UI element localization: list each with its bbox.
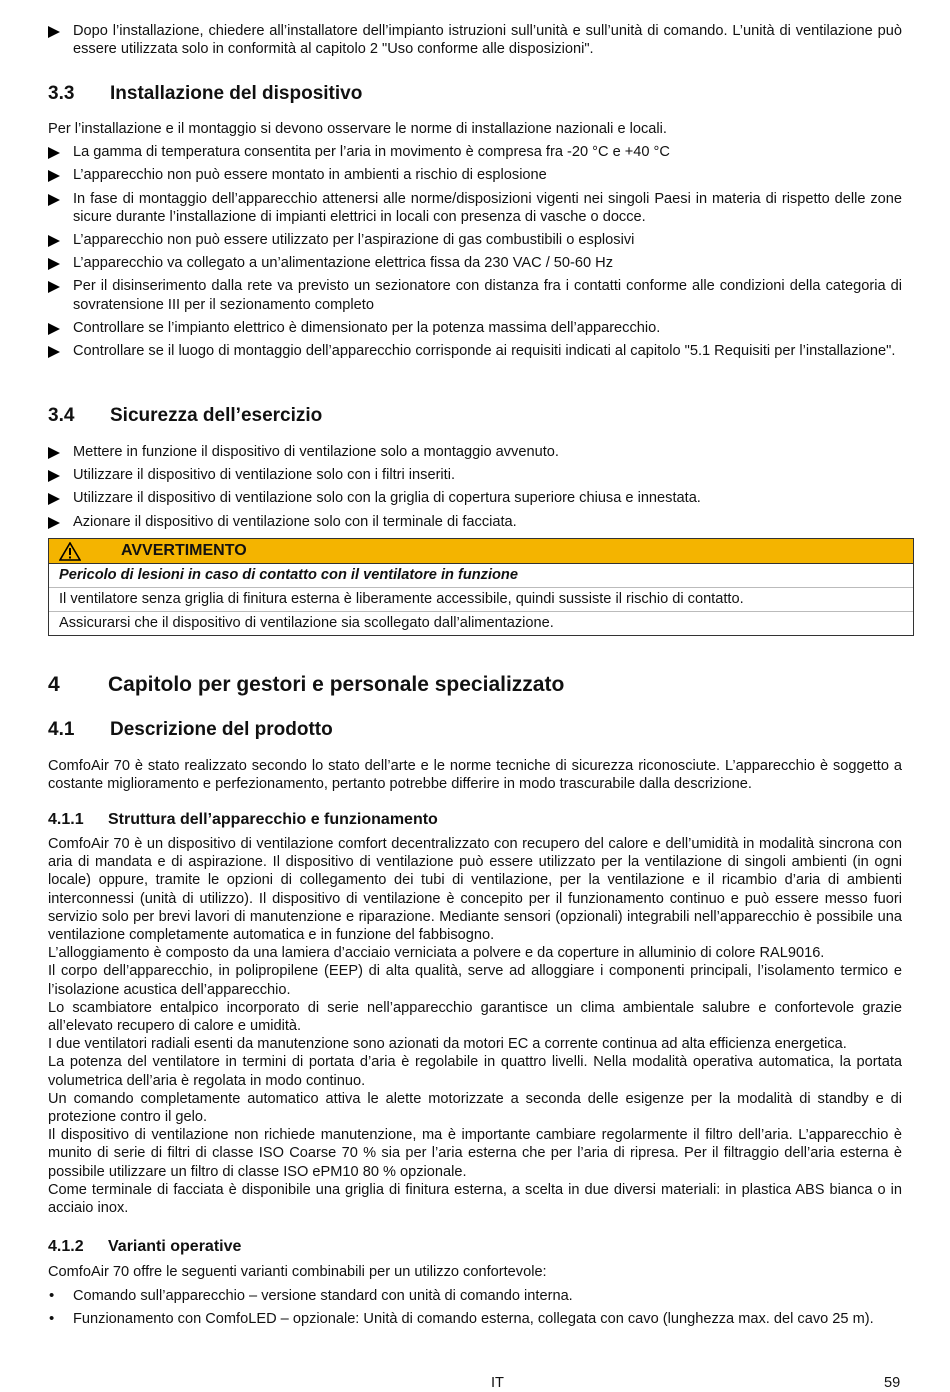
list-item: Azionare il dispositivo di ventilazione solo con il terminale di facciata. [48, 513, 902, 531]
list-item: L’apparecchio non può essere utilizzato per l’aspirazione di gas combustibili o esplosivi [48, 231, 902, 249]
section-intro: Per l’installazione e il montaggio si devono osservare le norme di installazione nazionali e locali. [48, 121, 667, 137]
warning-title: AVVERTIMENTO [121, 541, 247, 559]
warning-triangle-icon [49, 542, 91, 561]
list-item: Mettere in funzione il dispositivo di ventilazione solo a montaggio avvenuto. [48, 443, 902, 461]
arrow-bullet-icon [48, 346, 60, 358]
paragraph: L’alloggiamento è composto da una lamiera d’acciaio verniciata a polvere e da coperture in alluminio di colore RAL9016. [48, 945, 825, 962]
section-heading-3-4: 3.4 Sicurezza dell’esercizio [48, 405, 323, 426]
list-item: In fase di montaggio dell’apparecchio attenersi alle norme/disposizioni vigenti nei singoli Paesi in materia di rispetto delle zone sicure durante l’installazione di impianti elettrici in locali con presenza di vasche o docce. [48, 190, 902, 226]
arrow-bullet-icon [48, 281, 60, 293]
page-number: 59 [884, 1375, 901, 1391]
arrow-bullet-icon [48, 447, 60, 459]
arrow-bullet-icon [48, 194, 60, 206]
section-heading-4-1-2: 4.1.2 Varianti operative [48, 1238, 242, 1255]
footer-language: IT [491, 1375, 504, 1391]
paragraph: Il dispositivo di ventilazione non richiede manutenzione, ma è importante cambiare regolarmente il filtro dell’aria. L’apparecchio è munito di serie di filtri di classe ISO Coarse 70 % sia per l’aria esterna che per l’aria di ripresa. Per il filtraggio dell’aria esterna è possibile utilizzare un filtro di classe ISO ePM10 80 % opzionale. [48, 1127, 902, 1180]
warning-box [48, 538, 914, 636]
warning-header [49, 539, 913, 564]
bullet-dot-icon: • [49, 1287, 55, 1305]
list-item: Controllare se l’impianto elettrico è dimensionato per la potenza massima dell’apparecchio. [48, 319, 902, 337]
paragraph: ComfoAir 70 è stato realizzato secondo lo stato dell’arte e le norme tecniche di sicurezza riconosciute. L’apparecchio è soggetto a costante miglioramento e perfezionamento, pertanto potrebbe differire in modo trascurabile dalla descrizione. [48, 758, 902, 793]
paragraph: ComfoAir 70 è un dispositivo di ventilazione comfort decentralizzato con recupero del calore e dell’umidità in modalità sincrona con aria di mandata e di aspirazione. Il dispositivo di ventilazione può essere utilizzato per la ventilazione di singoli ambienti (in ogni locale) oppure, tramite le opzioni di collegamento dei tubi di ventilazione, per la ventilazione e il ricambio d’aria di ambienti interconnessi (unità di utilizzo). Il dispositivo di ventilazione è concepito per il funzionamento continuo e può essere messo fuori servizio solo per brevi lavori di manutenzione e riparazione. Mediante sensori (opzionali) integrabili nell’apparecchio è possibile una ventilazione completamente automatica e in funzione del fabbisogno. [48, 836, 902, 944]
arrow-bullet-icon [48, 517, 60, 529]
paragraph: Come terminale di facciata è disponibile una griglia di finitura esterna, a scelta in due diversi materiali: in plastica ABS bianca o in acciaio inox. [48, 1181, 902, 1217]
arrow-bullet-icon [48, 147, 60, 159]
list-item: Per il disinserimento dalla rete va previsto un sezionatore con distanza fra i contatti conforme alle condizioni della categoria di sovratensione III per il sezionamento completo [48, 277, 902, 313]
list-item: Dopo l’installazione, chiedere all’installatore dell’impianto istruzioni sull’unità e sull’unità di comando. L’unità di ventilazione può essere utilizzata solo in conformità al capitolo 2 "Uso conforme alle disposizioni". [48, 22, 902, 58]
list-item: Utilizzare il dispositivo di ventilazione solo con i filtri inseriti. [48, 466, 902, 484]
list-item: Utilizzare il dispositivo di ventilazione solo con la griglia di copertura superiore chiusa e innestata. [48, 489, 902, 507]
arrow-bullet-icon [48, 170, 60, 182]
list-item: Controllare se il luogo di montaggio dell’apparecchio corrisponde ai requisiti indicati al capitolo "5.1 Requisiti per l’installazione". [48, 342, 902, 360]
warning-line: Assicurarsi che il dispositivo di ventilazione sia scollegato dall’alimentazione. [59, 615, 554, 631]
paragraph: I due ventilatori radiali esenti da manutenzione sono azionati da motori EC a corrente continua ad alta efficienza energetica. [48, 1036, 847, 1053]
list-item: • Comando sull’apparecchio – versione standard con unità di comando interna. [49, 1287, 573, 1305]
paragraph: Il corpo dell’apparecchio, in polipropilene (EEP) di alta qualità, serve ad alloggiare i componenti principali, l’isolamento termico e l’isolazione acustica dell’apparecchio. [48, 963, 902, 998]
warning-heading: Pericolo di lesioni in caso di contatto con il ventilatore in funzione [49, 564, 913, 588]
paragraph: Un comando completamente automatico attiva le alette motorizzate a seconda delle esigenze per la modalità di standby e di protezione contro il gelo. [48, 1090, 902, 1126]
list-item: L’apparecchio non può essere montato in ambienti a rischio di esplosione [48, 166, 902, 184]
warning-line: Il ventilatore senza griglia di finitura esterna è liberamente accessibile, quindi sussiste il rischio di contatto. [49, 588, 913, 612]
arrow-bullet-icon [48, 235, 60, 247]
paragraph: Lo scambiatore entalpico incorporato di serie nell’apparecchio garantisce un clima ambientale salubre e confortevole grazie all’elevato recupero di calore e umidità. [48, 999, 902, 1035]
arrow-bullet-icon [48, 258, 60, 270]
section-heading-4-1-1: 4.1.1 Struttura dell’apparecchio e funzionamento [48, 811, 438, 828]
section-heading-4-1: 4.1 Descrizione del prodotto [48, 719, 333, 740]
arrow-bullet-icon [48, 470, 60, 482]
list-item: • Funzionamento con ComfoLED – opzionale: Unità di comando esterna, collegata con cavo (lunghezza max. del cavo 25 m). [49, 1310, 874, 1328]
list-item: La gamma di temperatura consentita per l’aria in movimento è compresa fra -20 °C e +40 °C [48, 143, 902, 161]
paragraph: ComfoAir 70 offre le seguenti varianti combinabili per un utilizzo confortevole: [48, 1264, 547, 1280]
arrow-bullet-icon [48, 493, 60, 505]
paragraph: La potenza del ventilatore in termini di portata d’aria è regolabile in quattro livelli. Nella modalità operativa automatica, la portata volumetrica dell’aria è regolata in modo continuo. [48, 1054, 902, 1089]
arrow-bullet-icon [48, 26, 60, 38]
section-heading-3-3: 3.3 Installazione del dispositivo [48, 83, 363, 104]
bullet-dot-icon: • [49, 1310, 55, 1328]
arrow-bullet-icon [48, 323, 60, 335]
list-item: L’apparecchio va collegato a un’alimentazione elettrica fissa da 230 VAC / 50-60 Hz [48, 254, 902, 272]
chapter-heading-4: 4 Capitolo per gestori e personale specializzato [48, 673, 565, 696]
